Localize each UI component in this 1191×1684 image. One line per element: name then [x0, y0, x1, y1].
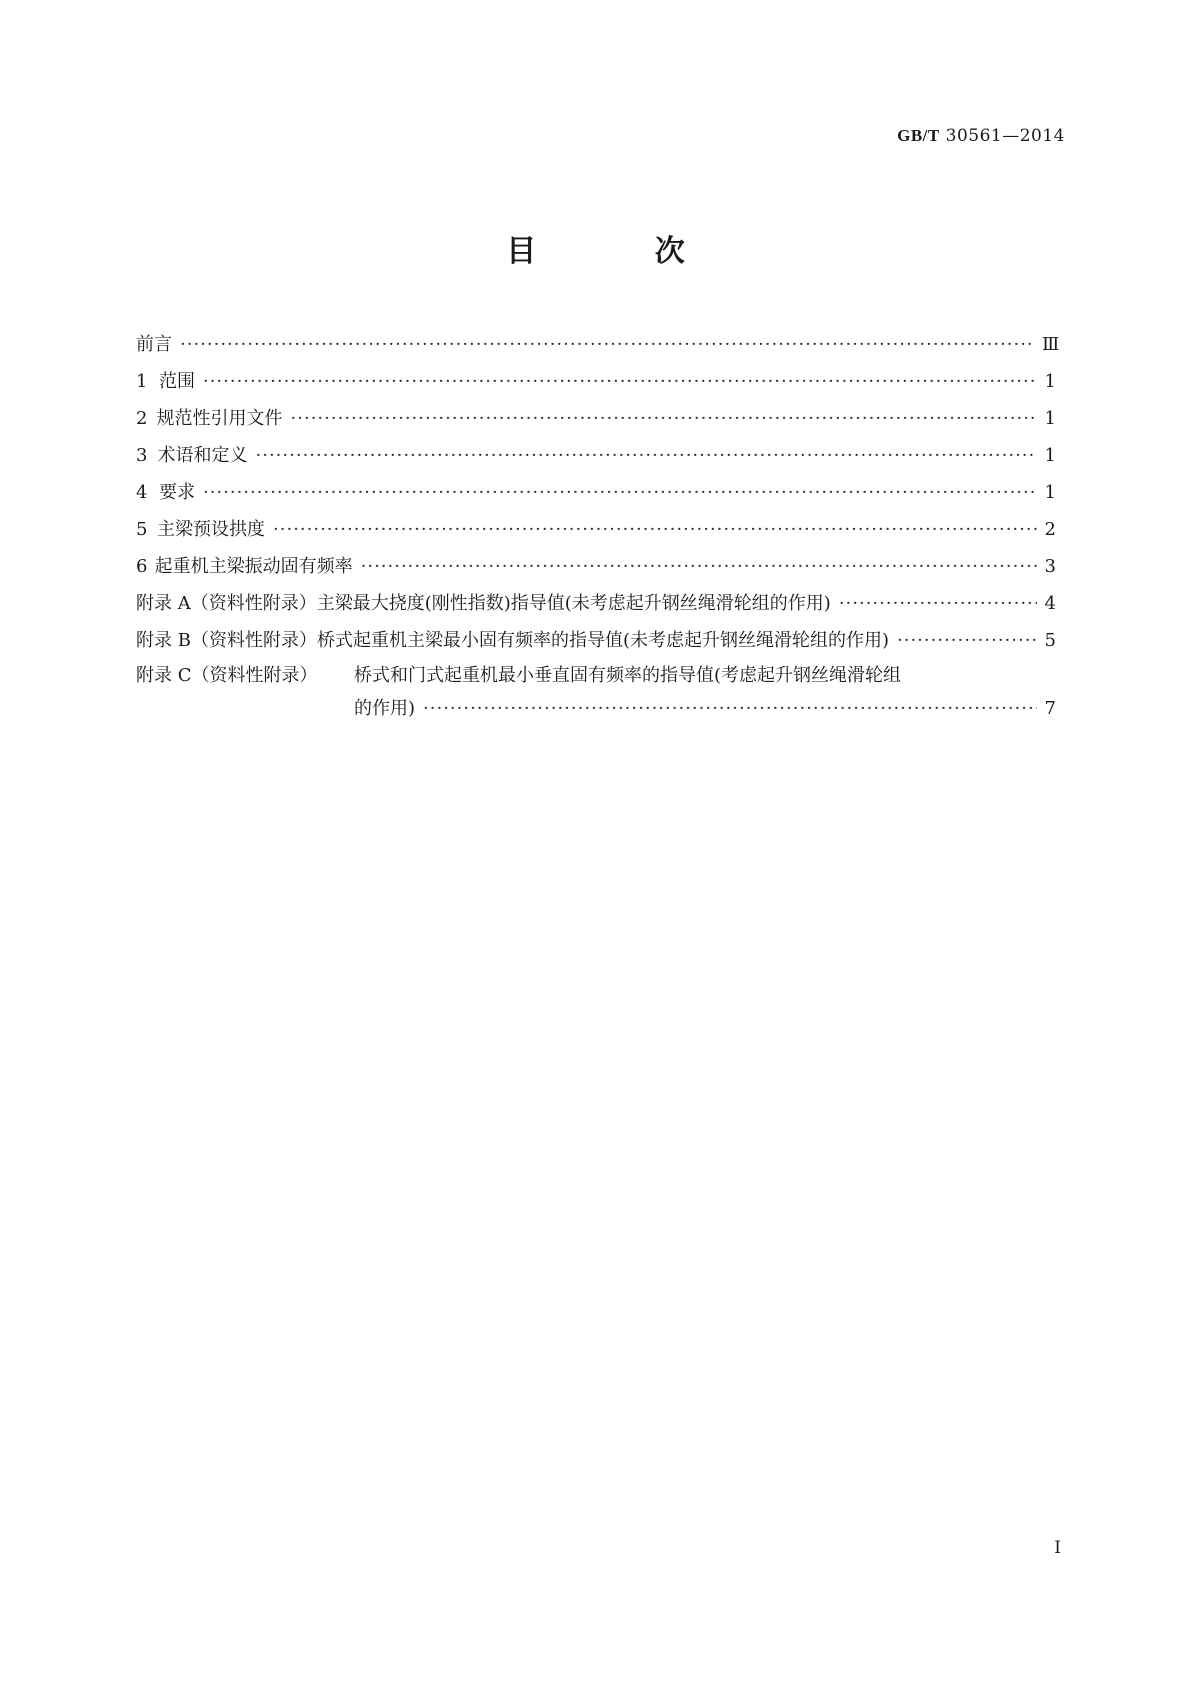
toc-entry-page: 2	[1044, 519, 1056, 540]
toc-entry-number: 6	[136, 556, 148, 577]
appendix-label-line1: 桥式和门式起重机最小垂直固有频率的指导值(考虑起升钢丝绳滑轮组	[354, 665, 902, 686]
dot-leader	[203, 474, 1037, 511]
toc-entry-3[interactable]	[136, 437, 1056, 474]
dot-leader	[256, 437, 1037, 474]
toc-entry-2[interactable]	[136, 400, 1056, 437]
dot-leader	[897, 622, 1037, 659]
toc-entry-page: 3	[1044, 556, 1056, 577]
toc-entry-number: 3	[136, 445, 148, 466]
toc-entry-6[interactable]	[136, 548, 1056, 585]
dot-leader	[203, 363, 1037, 400]
page-title: 目 次	[506, 234, 739, 269]
toc-entry-5[interactable]	[136, 511, 1056, 548]
toc-entry-page: 1	[1044, 445, 1056, 466]
toc-entry-number: 5	[136, 519, 148, 540]
toc-entry-page: 1	[1044, 482, 1056, 503]
toc-entry-page: 1	[1044, 408, 1056, 429]
toc-entry-4[interactable]	[136, 474, 1056, 511]
dot-leader	[273, 511, 1037, 548]
dot-leader	[180, 326, 1034, 363]
appendix-label-line2: 的作用)	[354, 698, 416, 719]
toc-entry-page: 5	[1044, 630, 1056, 651]
toc-entry-label: 要求	[158, 482, 195, 503]
toc-appendix-b[interactable]	[136, 622, 1056, 659]
dot-leader	[423, 692, 1037, 725]
toc-entry-label: 规范性引用文件	[156, 408, 283, 429]
standard-code-prefix: GB/T	[897, 126, 940, 145]
appendix-prefix: 附录 B（资料性附录）	[136, 630, 317, 651]
toc-entry-number: 1	[136, 371, 148, 392]
appendix-label: 主梁最大挠度(刚性指数)指导值(未考虑起升钢丝绳滑轮组的作用)	[316, 593, 831, 614]
appendix-prefix: 附录 A（资料性附录）	[136, 593, 317, 614]
appendix-label: 桥式起重机主梁最小固有频率的指导值(未考虑起升钢丝绳滑轮组的作用)	[316, 630, 889, 651]
toc-entry-label: 术语和定义	[157, 445, 248, 466]
toc-entry-page: 4	[1044, 593, 1056, 614]
toc-entry-label: 起重机主梁振动固有频率	[154, 556, 353, 577]
appendix-prefix: 附录 C（资料性附录）	[136, 665, 318, 686]
standard-code	[897, 126, 1065, 146]
standard-code-number: 30561—2014	[945, 126, 1065, 146]
toc-appendix-a[interactable]	[136, 585, 1056, 622]
page-number: I	[1054, 1538, 1061, 1558]
table-of-contents	[136, 326, 1060, 729]
toc-entry-page: Ⅲ	[1042, 334, 1060, 355]
toc-entry-label: 主梁预设拱度	[157, 519, 266, 540]
toc-entry-page: 1	[1044, 371, 1056, 392]
toc-appendix-c[interactable]	[136, 659, 1056, 729]
dot-leader	[291, 400, 1037, 437]
toc-entry-foreword[interactable]	[136, 326, 1060, 363]
toc-entry-number: 4	[136, 482, 148, 503]
toc-entry-label: 范围	[158, 371, 195, 392]
dot-leader	[361, 548, 1037, 585]
toc-entry-1[interactable]	[136, 363, 1056, 400]
toc-entry-number: 2	[136, 408, 148, 429]
toc-entry-page: 7	[1044, 698, 1056, 719]
dot-leader	[839, 585, 1037, 622]
toc-entry-label: 前言	[136, 334, 172, 355]
